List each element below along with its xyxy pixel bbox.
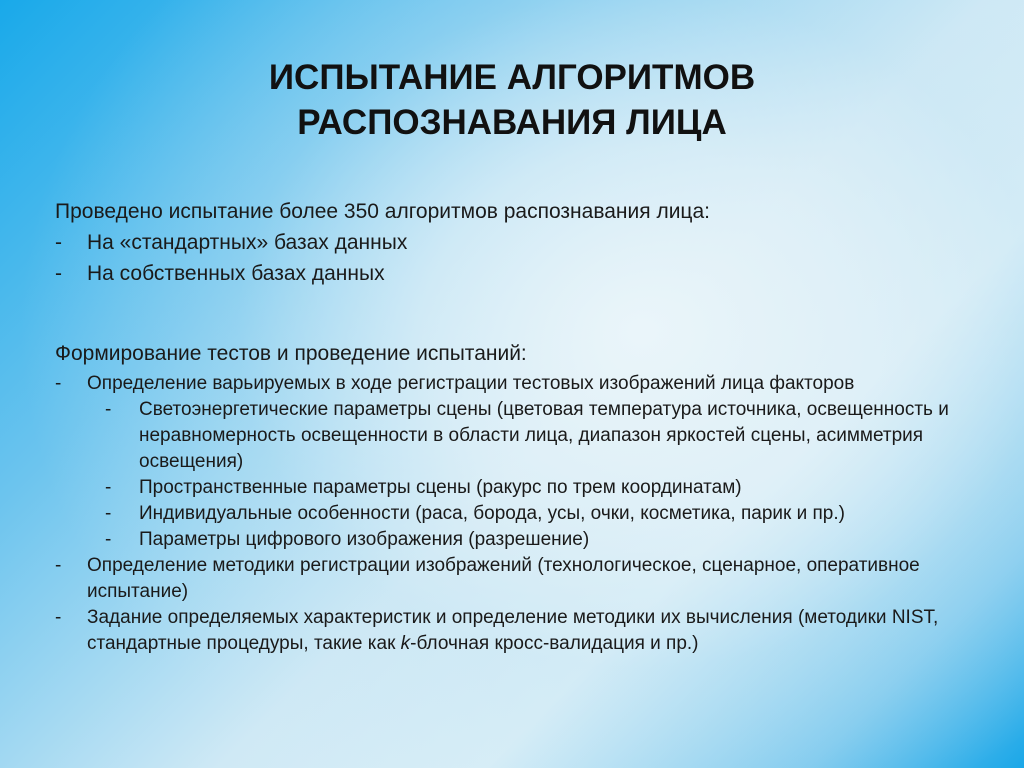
- sub-list-item: [55, 501, 984, 527]
- list-item-text-part: -блочная кросс-валидация и пр.): [410, 633, 699, 654]
- bullet-dash: -: [55, 262, 62, 285]
- list-item: [55, 258, 984, 289]
- bullet-dash: -: [105, 399, 112, 420]
- list-item: [55, 371, 984, 397]
- bullet-dash: -: [55, 373, 62, 394]
- sub-list-item: [55, 475, 984, 501]
- bullet-dash: -: [55, 555, 62, 576]
- sub-list-item-text: Параметры цифрового изображения (разрешение): [139, 529, 590, 550]
- sub-list-item-text: Индивидуальные особенности (раса, борода, усы, очки, косметика, парик и пр.): [139, 503, 845, 524]
- sub-list-item: [55, 527, 984, 553]
- section-tested-algorithms: [55, 196, 984, 289]
- title-line-1: ИСПЫТАНИЕ АЛГОРИТМОВ: [268, 58, 756, 97]
- slide-title: [0, 55, 1024, 145]
- section-lead: Проведено испытание более 350 алгоритмов распознавания лица:: [55, 200, 710, 223]
- list-item: [55, 553, 984, 605]
- list-item: [55, 227, 984, 258]
- list-item-text: Определение варьируемых в ходе регистрации тестовых изображений лица факторов: [87, 373, 855, 394]
- list-item-text: На «стандартных» базах данных: [87, 231, 408, 254]
- sub-list-item-text: Светоэнергетические параметры сцены (цветовая температура источника, освещенность и неравномерность освещенности в области лица, диапазон яркостей сцены, асимметрия освещения): [139, 399, 949, 472]
- list-item: [55, 605, 984, 657]
- title-line-2: РАСПОЗНАВАНИЯ ЛИЦА: [297, 103, 727, 142]
- bullet-dash: -: [55, 607, 62, 628]
- list-item-text: На собственных базах данных: [87, 262, 385, 285]
- section-lead: Формирование тестов и проведение испытаний:: [55, 342, 527, 365]
- bullet-dash: -: [105, 529, 112, 550]
- bullet-dash: -: [55, 231, 62, 254]
- list-item-text-italic: k: [400, 633, 411, 654]
- bullet-dash: -: [105, 477, 112, 498]
- sub-list-item: [55, 397, 984, 475]
- section-tests-formation: [55, 337, 984, 657]
- sub-list-item-text: Пространственные параметры сцены (ракурс по трем координатам): [139, 477, 742, 498]
- list-item-text: Определение методики регистрации изображений (технологическое, сценарное, оперативное испытание): [87, 555, 920, 602]
- list-item-text-part: Задание определяемых характеристик и определение методики их вычисления (методики NIST, стандартные процедуры, такие как: [87, 607, 939, 654]
- bullet-dash: -: [105, 503, 112, 524]
